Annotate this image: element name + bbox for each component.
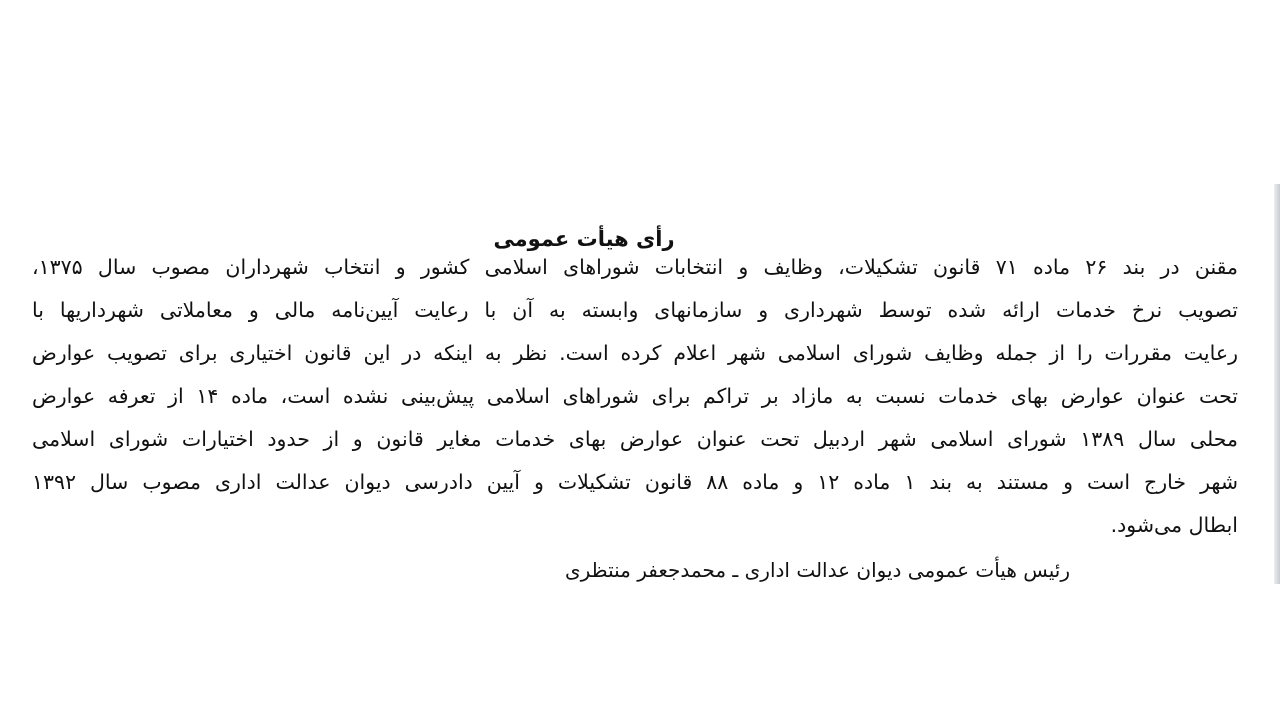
- body-line-7: ابطال می‌شود.: [1110, 513, 1238, 537]
- body-line-2: تصویب نرخ خدمات ارائه شده توسط شهرداری و سازمانهای وابسته به آن با رعایت آیین‌نامه مالی و معاملاتی شهرداریها با: [32, 298, 1238, 322]
- body-line-6: شهر خارج است و مستند به بند ۱ ماده ۱۲ و ماده ۸۸ قانون تشکیلات و آیین دادرسی دیوان عدالت اداری مصوب سال ۱۳۹۲: [32, 470, 1238, 494]
- ruling-heading: رأی هیأت عمومی: [493, 227, 675, 251]
- signature-line: رئیس هیأت عمومی دیوان عدالت اداری ـ محمدجعفر منتظری: [564, 558, 1070, 582]
- body-line-4: تحت عنوان عوارض بهای خدمات نسبت به مازاد بر تراکم برای شوراهای اسلامی پیش‌بینی نشده است، ماده ۱۴ از تعرفه عوارض: [32, 384, 1238, 408]
- body-line-3: رعایت مقررات را از جمله وظایف شورای اسلامی شهر اعلام کرده است. نظر به اینکه در این قانون اختیاری برای تصویب عوارض: [32, 341, 1238, 365]
- body-line-1: مقنن در بند ۲۶ ماده ۷۱ قانون تشکیلات، وظایف و انتخابات شوراهای اسلامی کشور و انتخاب شهرداران مصوب سال ۱۳۷۵،: [32, 255, 1238, 279]
- body-line-5: محلی سال ۱۳۸۹ شورای اسلامی شهر اردبیل تحت عنوان عوارض بهای خدمات مغایر قانون و از حدود اختیارات شورای اسلامی: [32, 427, 1238, 451]
- scrollbar-edge[interactable]: [1274, 184, 1280, 584]
